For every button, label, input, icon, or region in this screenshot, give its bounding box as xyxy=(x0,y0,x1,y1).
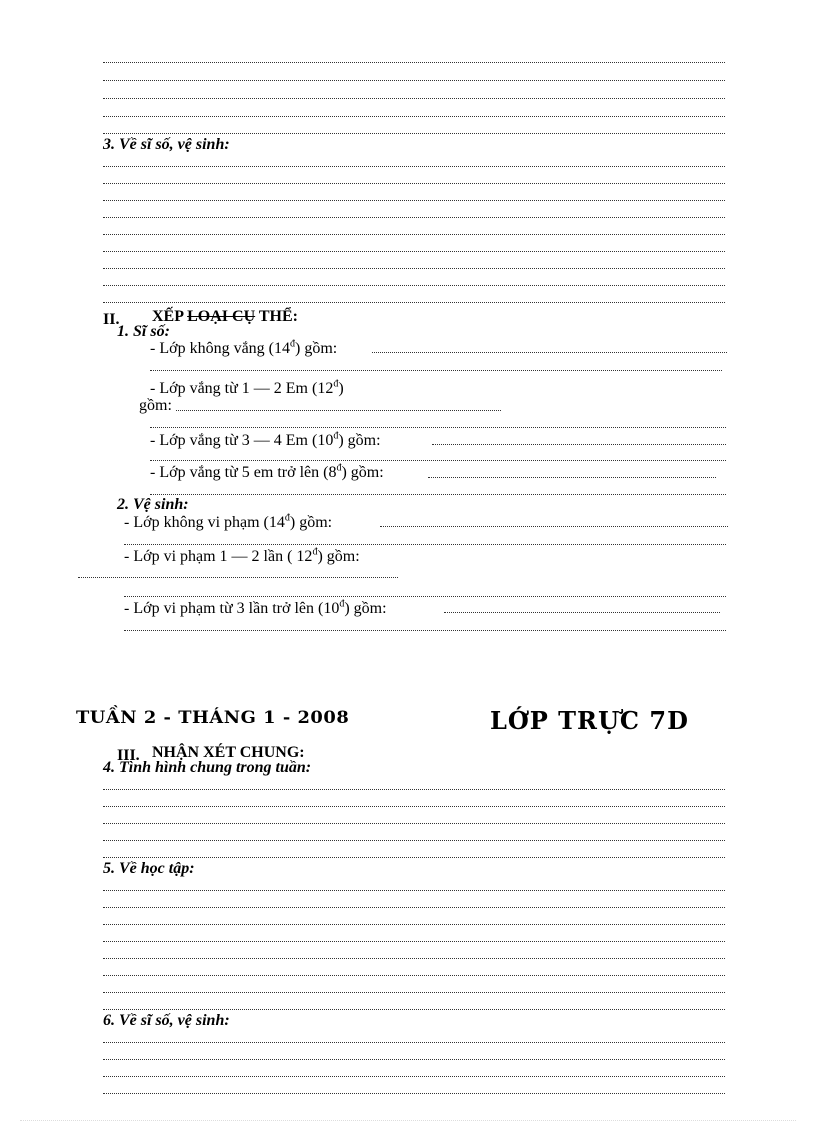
dotted-line xyxy=(103,975,725,976)
item-sup: đ xyxy=(339,598,345,610)
item-text: ) gồm: xyxy=(338,432,381,449)
item-text: ) xyxy=(338,380,344,397)
item-text: ) gồm: xyxy=(344,600,387,617)
subsection-5-label: 5. Về học tập: xyxy=(103,860,195,877)
dotted-line xyxy=(150,370,722,371)
section-III-title: NHẬN XÉT CHUNG: xyxy=(152,744,305,761)
dotted-line xyxy=(150,427,726,428)
item-absence-1-2 xyxy=(150,378,344,397)
item-text: - Lớp không vi phạm (14 xyxy=(124,514,285,531)
dotted-line xyxy=(103,133,725,134)
dotted-fill xyxy=(176,410,501,411)
item-sup: đ xyxy=(333,378,339,390)
section-II-number: II. xyxy=(103,311,120,328)
item-absence-3-4 xyxy=(150,430,381,449)
dotted-fill xyxy=(372,352,727,353)
dotted-line xyxy=(103,80,725,81)
dotted-fill xyxy=(432,444,726,445)
dotted-fill xyxy=(428,477,716,478)
item-absence-5-plus xyxy=(150,462,384,481)
title-part: THỂ: xyxy=(255,308,298,325)
item-text: ) gồm: xyxy=(341,464,384,481)
item-sup: đ xyxy=(336,462,342,474)
item-text: ) gồm: xyxy=(317,548,360,565)
dotted-line xyxy=(103,183,725,184)
dotted-line xyxy=(150,460,726,461)
subsection-2-label: 2. Vệ sinh: xyxy=(117,496,189,513)
dotted-line xyxy=(103,234,725,235)
item-no-absence xyxy=(150,338,338,357)
page-edge xyxy=(20,1120,796,1121)
dotted-line xyxy=(103,166,725,167)
dotted-line xyxy=(150,494,726,495)
dotted-line xyxy=(103,1076,725,1077)
section-II-title xyxy=(152,309,298,325)
dotted-line xyxy=(124,630,726,631)
dotted-line xyxy=(103,285,725,286)
item-sup: đ xyxy=(284,512,290,524)
dotted-line xyxy=(103,806,725,807)
dotted-line xyxy=(103,200,725,201)
item-no-violation xyxy=(124,512,333,531)
dotted-line xyxy=(103,992,725,993)
dotted-line xyxy=(103,251,725,252)
section-3-heading: 3. Về sĩ số, vệ sinh: xyxy=(103,136,230,153)
item-violation-3-plus xyxy=(124,598,387,617)
dotted-line xyxy=(103,302,725,303)
dotted-line xyxy=(78,577,398,578)
dotted-line xyxy=(103,268,725,269)
dotted-line xyxy=(103,789,725,790)
dotted-line xyxy=(103,840,725,841)
item-sup: đ xyxy=(312,546,318,558)
dotted-line xyxy=(103,1059,725,1060)
dotted-line xyxy=(103,823,725,824)
dotted-line xyxy=(124,596,726,597)
dotted-line xyxy=(103,907,725,908)
item-sup: đ xyxy=(333,430,339,442)
title-strike-part: LOẠI CỤ xyxy=(187,308,256,325)
item-text: - Lớp vắng từ 3 — 4 Em (10 xyxy=(150,432,334,449)
item-absence-1-2-line2: gồm: xyxy=(139,397,172,414)
subsection-1-label: 1. Sĩ số: xyxy=(117,323,170,340)
dotted-line xyxy=(103,941,725,942)
class-title: LỚP TRỰC 7D xyxy=(490,706,689,735)
dotted-line xyxy=(103,1093,725,1094)
dotted-line xyxy=(103,217,725,218)
dotted-line xyxy=(103,857,725,858)
week-title: TUẦN 2 - THÁNG 1 - 2008 xyxy=(76,708,350,728)
dotted-line xyxy=(103,1009,725,1010)
dotted-fill xyxy=(444,612,720,613)
subsection-6-label: 6. Về sĩ số, vệ sinh: xyxy=(103,1012,230,1029)
dotted-line xyxy=(103,116,725,117)
item-sup: đ xyxy=(290,338,295,350)
item-text: - Lớp vắng từ 1 — 2 Em (12 xyxy=(150,380,334,397)
dotted-fill xyxy=(380,526,728,527)
dotted-line xyxy=(103,1042,725,1043)
item-text: - Lớp vi phạm từ 3 lần trở lên (10 xyxy=(124,600,340,617)
item-violation-1-2 xyxy=(124,546,360,565)
title-part: XẾP xyxy=(152,308,188,325)
subsection-4-label: 4. Tình hình chung trong tuần: xyxy=(103,759,312,776)
section-III-number: III. xyxy=(117,747,140,764)
item-text: ) gồm: xyxy=(295,340,338,357)
dotted-line xyxy=(103,958,725,959)
item-text: - Lớp vi phạm 1 — 2 lần ( 12 xyxy=(124,548,313,565)
dotted-line xyxy=(103,62,725,63)
item-text: - Lớp vắng từ 5 em trở lên (8 xyxy=(150,464,337,481)
dotted-line xyxy=(103,890,725,891)
item-text: - Lớp không vắng (14 xyxy=(150,340,290,357)
dotted-line xyxy=(103,98,725,99)
dotted-line xyxy=(103,924,725,925)
item-text: ) gồm: xyxy=(289,514,333,531)
dotted-line xyxy=(124,544,726,545)
